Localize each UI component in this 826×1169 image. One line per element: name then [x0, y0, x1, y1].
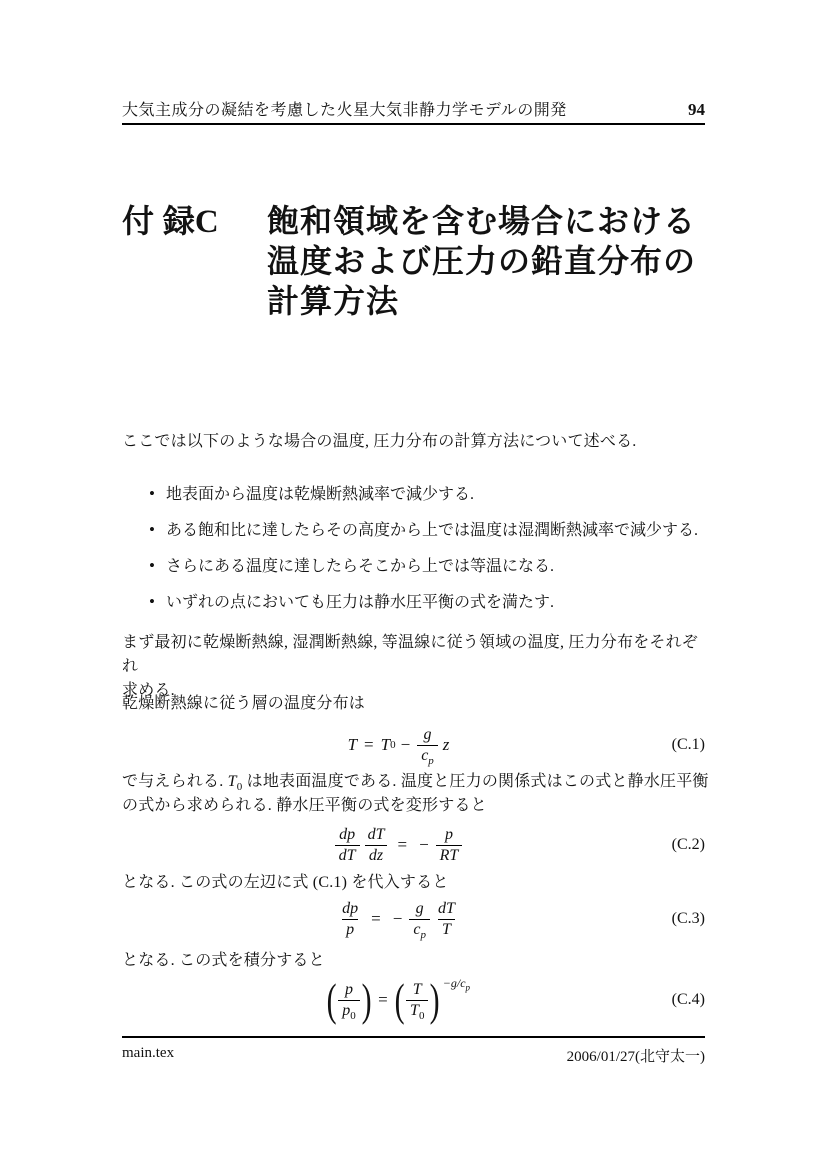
chapter-label-jp: 付 録 — [122, 203, 195, 239]
list-item — [122, 592, 712, 614]
fraction-numerator: g — [423, 725, 432, 743]
chapter-title-line: 温度および圧力の鉛直分布の — [267, 243, 697, 279]
math-operator: − — [419, 835, 429, 854]
page-number: 94 — [688, 100, 705, 119]
running-head-title: 大気主成分の凝結を考慮した火星大気非静力学モデルの開発 — [122, 102, 567, 119]
bullet-text: さらにある温度に達したらそこから上では等温になる. — [166, 558, 555, 575]
equation-number: (C.1) — [671, 736, 705, 753]
right-paren: ) — [361, 974, 372, 1025]
fraction: $\frac{g}{c_p}$ — [409, 899, 430, 939]
page-footer — [122, 1036, 705, 1066]
equation-number: (C.2) — [671, 836, 705, 853]
chapter-label-letter: C — [194, 204, 219, 240]
footer-filename: main.tex — [122, 1045, 175, 1061]
fraction: $\frac{dp}{dT}$ — [335, 825, 360, 865]
intro-paragraph: ここでは以下のような場合の温度, 圧力分布の計算方法について述べる. — [122, 433, 637, 450]
bullet-list — [122, 484, 712, 628]
bullet-text: ある飽和比に達したらその高度から上では温度は湿潤断熱減率で減少する. — [166, 522, 699, 539]
paragraph-dry-adiabat: 乾燥断熱線に従う層の温度分布は — [122, 695, 366, 712]
math-operator: = — [397, 835, 408, 854]
equation-c3 — [122, 896, 705, 942]
equation-number: (C.4) — [671, 991, 705, 1008]
chapter-heading — [122, 201, 762, 321]
fraction: $\frac{p}{RT}$ — [436, 825, 463, 865]
page-header — [122, 97, 705, 125]
math-operator: = — [371, 909, 381, 928]
math-var: T — [227, 773, 237, 790]
math-operator: − — [400, 735, 411, 754]
math-subscript: 0 — [236, 781, 243, 794]
fraction: $\frac{dp}{p}$ — [342, 899, 359, 938]
list-item — [122, 484, 712, 506]
equation-c1-body: T = T 0 − $\frac{g}{c_p}$ z — [347, 725, 450, 767]
equation-number: (C.3) — [671, 910, 705, 927]
fraction: $\frac{dT}{dz}$ — [364, 825, 389, 865]
equation-c2-body — [333, 825, 465, 865]
text-line: で与えられる. $T_0$ は地表面温度である. 温度と圧力の関係式はこの式と静水圧平衡 — [122, 773, 709, 794]
left-paren: ( — [394, 974, 405, 1025]
math-operator: = — [378, 990, 388, 1009]
fraction-denominator: $c_p$ — [409, 919, 430, 940]
list-item — [122, 520, 712, 542]
equation-c3-body — [336, 899, 461, 939]
fraction-denominator: $p_0$ — [338, 1000, 360, 1021]
text-line: まず最初に乾燥断熱線, 湿潤断熱線, 等温線に従う領域の温度, 圧力分布をそれぞれ — [122, 634, 699, 675]
fraction-denominator: $c_p$ — [417, 745, 438, 766]
fraction — [417, 725, 438, 765]
bullet-icon: • — [149, 484, 155, 503]
equation-c4-body — [326, 974, 471, 1025]
list-item — [122, 556, 712, 578]
text-line: の式から求められる. 静水圧平衡の式を変形すると — [122, 797, 487, 814]
chapter-title-line: 計算方法 — [267, 283, 400, 319]
fraction: $\frac{T}{T_0}$ — [406, 980, 428, 1020]
bullet-text: いずれの点においても圧力は静水圧平衡の式を満たす. — [166, 594, 555, 611]
math-var: z — [442, 735, 450, 754]
math-operator: = — [364, 735, 374, 754]
paragraph-substitute: となる. この式の左辺に式 (C.1) を代入すると — [122, 874, 449, 891]
chapter-title — [267, 201, 696, 321]
bullet-icon: • — [149, 592, 155, 611]
bullet-icon: • — [149, 556, 155, 575]
math-exponent: $-g/c_p$ — [442, 975, 471, 992]
paragraph-t0 — [122, 770, 712, 818]
bullet-icon: • — [149, 520, 155, 539]
math-var: T — [347, 735, 358, 754]
fraction: $\frac{p}{p_0}$ — [338, 980, 360, 1020]
text-line: 求める. — [122, 682, 175, 699]
fraction-denominator: $T_0$ — [406, 1000, 428, 1021]
left-paren: ( — [326, 974, 337, 1025]
equation-c1 — [122, 722, 705, 768]
right-paren: ) — [430, 974, 441, 1025]
equation-c4 — [122, 972, 705, 1028]
equation-c2 — [122, 822, 705, 868]
chapter-title-line: 飽和領域を含む場合における — [267, 203, 697, 239]
math-var: T — [380, 735, 391, 754]
math-operator: − — [392, 909, 403, 928]
footer-date-author: 2006/01/27(北守太一) — [566, 1049, 705, 1065]
paragraph-integrate: となる. この式を積分すると — [122, 952, 325, 969]
chapter-label — [122, 201, 267, 242]
bullet-text: 地表面から温度は乾燥断熱減率で減少する. — [166, 486, 475, 503]
fraction: $\frac{dT}{T}$ — [437, 899, 455, 938]
